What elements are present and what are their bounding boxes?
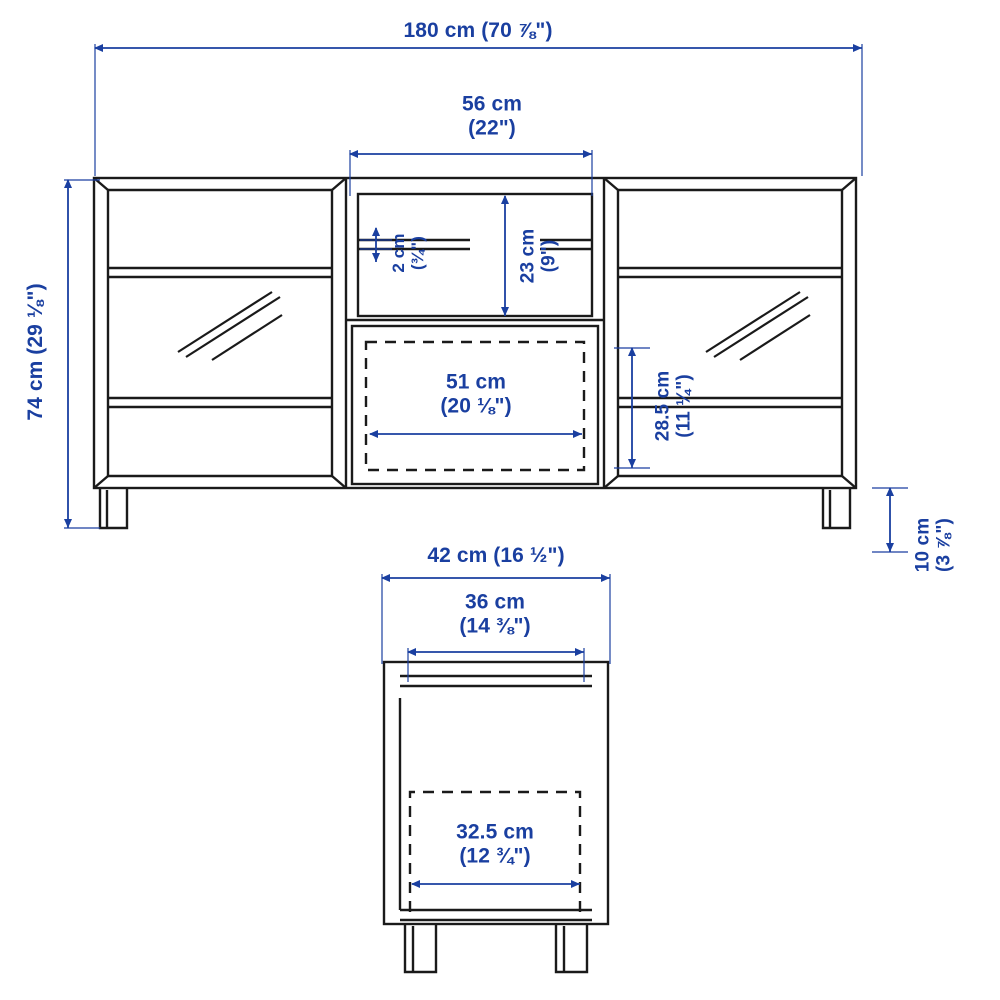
dim-center-width bbox=[350, 150, 592, 196]
label-opening-height: 23 cm (9") bbox=[517, 228, 560, 284]
label-total-width: 180 cm (70 ⅞") bbox=[403, 19, 553, 43]
dim-gap-height bbox=[360, 228, 392, 262]
front-view-outline bbox=[94, 178, 856, 488]
dim-leg-height bbox=[872, 488, 908, 552]
label-gap-height: 2 cm (¾") bbox=[388, 233, 427, 273]
label-total-depth: 42 cm (16 ½") bbox=[427, 544, 565, 568]
label-inner-depth: 36 cm (14 ⅜") bbox=[459, 590, 531, 637]
label-center-width: 56 cm (22") bbox=[461, 92, 523, 139]
label-drawer-width: 51 cm (20 ⅛") bbox=[440, 370, 512, 417]
side-legs bbox=[405, 924, 587, 972]
label-drawer-depth: 32.5 cm (12 ¾") bbox=[456, 820, 534, 867]
label-leg-height: 10 cm (3 ⅞") bbox=[912, 517, 955, 573]
label-total-height: 74 cm (29 ⅛") bbox=[24, 283, 48, 421]
label-drawer-height: 28.5 cm (11 ¼") bbox=[652, 370, 695, 442]
front-legs bbox=[100, 488, 850, 528]
